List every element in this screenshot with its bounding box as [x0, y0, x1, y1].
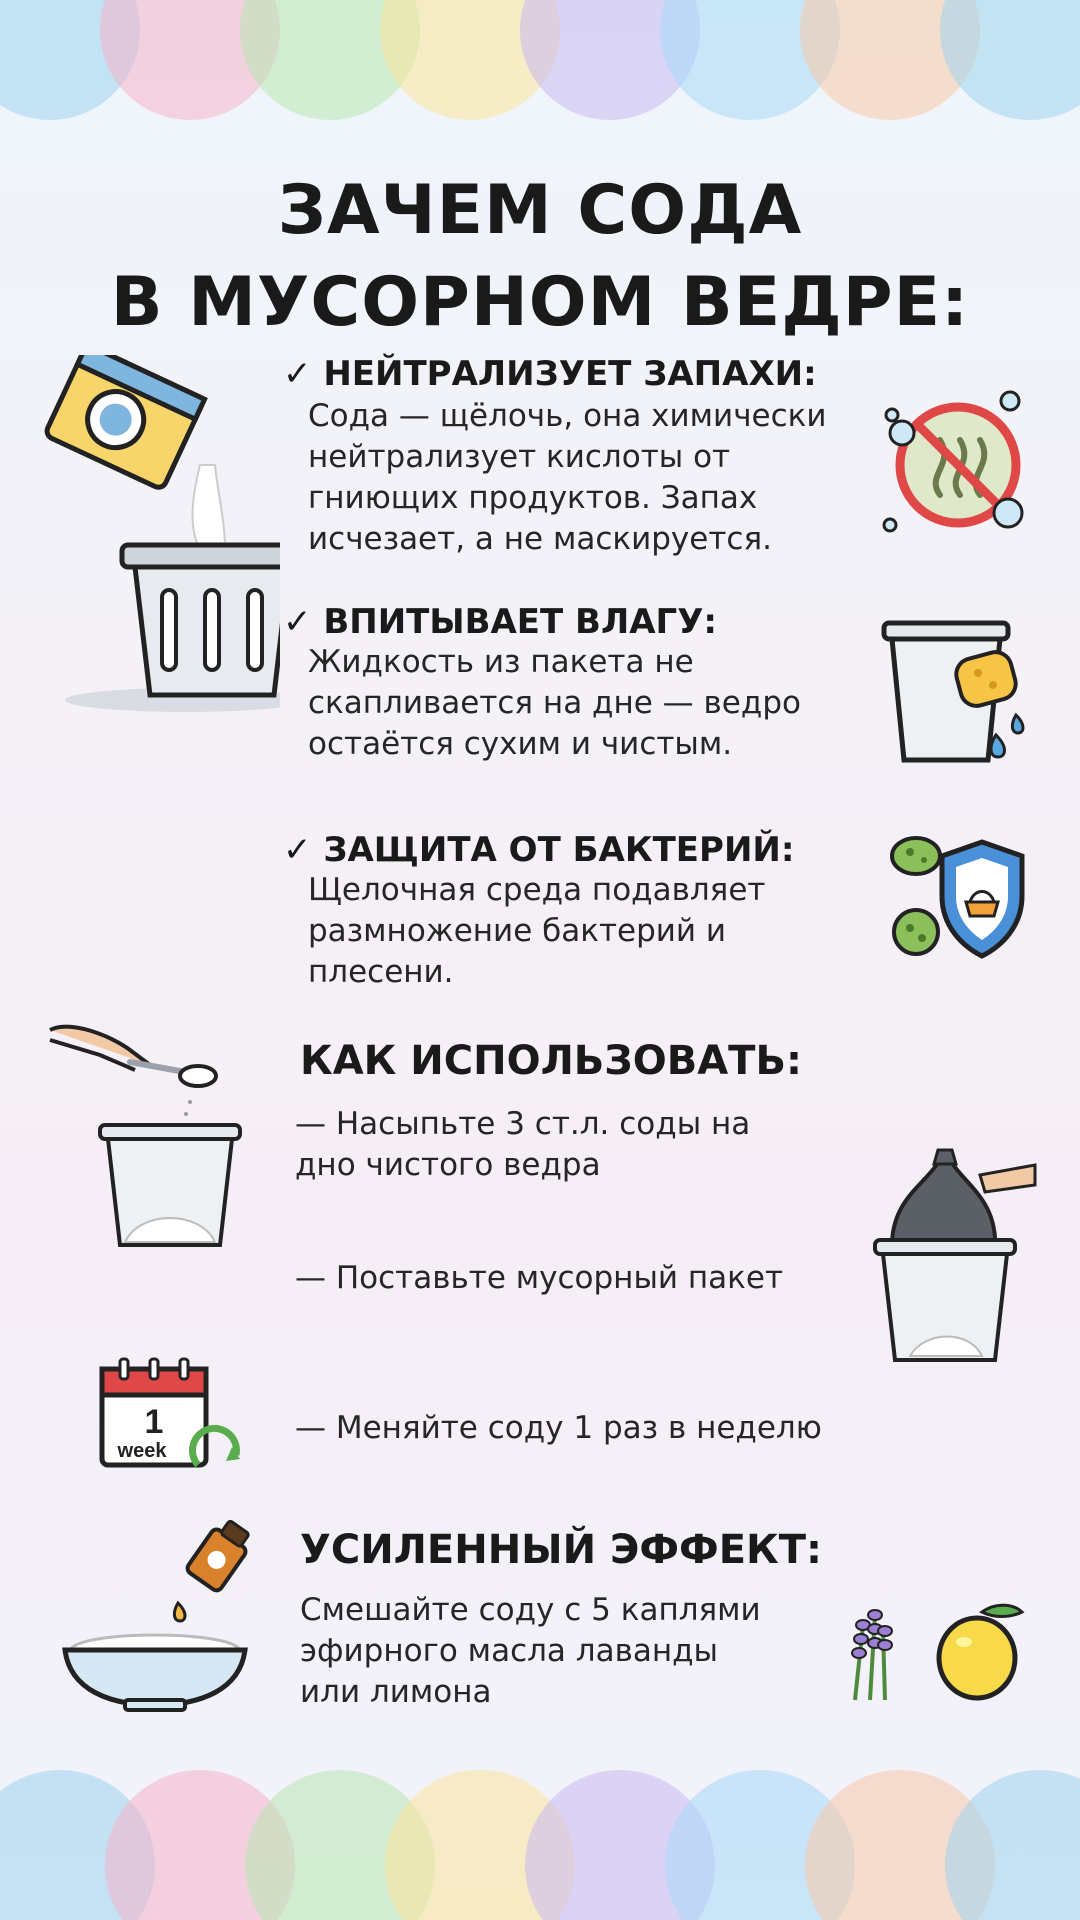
usage-step-1 — [295, 1104, 750, 1186]
calendar-icon — [98, 1355, 248, 1490]
text-line: Сода — щёлочь, она химически — [308, 398, 827, 434]
text-line: остаётся сухим и чистым. — [308, 726, 733, 762]
bucket-sponge-icon — [878, 615, 1028, 775]
benefit-text-odor — [308, 396, 827, 560]
title-line-2: В МУСОРНОМ ВЕДРЕ: — [110, 263, 970, 342]
usage-step-2 — [295, 1258, 783, 1299]
soda-pouring-bin-illustration — [40, 355, 280, 725]
text-line: — Насыпьте 3 ст.л. соды на — [295, 1106, 751, 1142]
text-line: Щелочная среда подавляет — [308, 872, 766, 908]
benefit-text-moisture — [308, 642, 801, 765]
oil-bowl-illustration — [60, 1515, 270, 1715]
text-line: — Меняйте соду 1 раз в неделю — [295, 1410, 822, 1446]
text-line: эфирного масла лаванды — [300, 1633, 719, 1669]
benefit-heading-moisture: ✓ ВПИТЫВАЕТ ВЛАГУ: — [283, 602, 717, 642]
lemon-icon — [932, 1598, 1027, 1703]
top-bubble-border — [0, 0, 1080, 130]
usage-step-3 — [295, 1408, 822, 1449]
calendar-word: week — [117, 1440, 167, 1462]
boost-heading: УСИЛЕННЫЙ ЭФФЕКТ: — [300, 1527, 823, 1573]
text-line: размножение бактерий и — [308, 913, 727, 949]
benefit-heading-odor: ✓ НЕЙТРАЛИЗУЕТ ЗАПАХИ: — [283, 354, 817, 394]
decorative-bubble — [945, 1770, 1080, 1920]
text-line: — Поставьте мусорный пакет — [295, 1260, 784, 1296]
calendar-number: 1 — [144, 1403, 164, 1441]
decorative-bubble — [940, 0, 1080, 120]
title-line-1: ЗАЧЕМ СОДА — [277, 171, 803, 250]
boost-text — [300, 1590, 761, 1713]
text-line: Жидкость из пакета не — [308, 644, 694, 680]
text-line: исчезает, а не маскируется. — [308, 521, 772, 557]
usage-heading: КАК ИСПОЛЬЗОВАТЬ: — [300, 1038, 802, 1084]
text-line: Смешайте соду с 5 каплями — [300, 1592, 761, 1628]
text-line: гниющих продуктов. Запах — [308, 480, 758, 516]
benefit-text-bacteria — [308, 870, 765, 993]
shield-bacteria-icon — [882, 822, 1032, 972]
text-line: или лимона — [300, 1674, 492, 1710]
no-odor-icon — [880, 385, 1030, 545]
text-line: дно чистого ведра — [295, 1147, 601, 1183]
benefit-heading-bacteria: ✓ ЗАЩИТА ОТ БАКТЕРИЙ: — [283, 830, 795, 870]
text-line: скапливается на дне — ведро — [308, 685, 801, 721]
lavender-icon — [835, 1595, 905, 1705]
text-line: плесени. — [308, 954, 454, 990]
bag-in-bucket-illustration — [870, 1140, 1040, 1365]
bottom-bubble-border — [0, 1755, 1080, 1920]
page-title — [0, 165, 1080, 349]
text-line: нейтрализует кислоты от — [308, 439, 731, 475]
spoon-bucket-illustration — [40, 1010, 250, 1255]
